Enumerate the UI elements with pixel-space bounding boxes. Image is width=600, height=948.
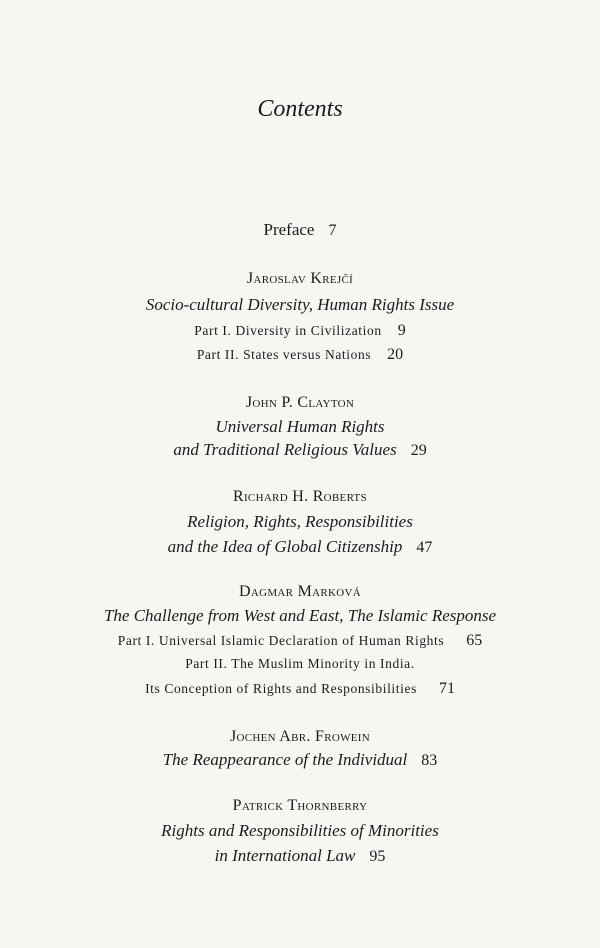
part-entry xyxy=(0,656,600,672)
author-name: Jaroslav Krejčí xyxy=(246,270,354,287)
essay-title xyxy=(0,821,600,841)
part-title: Part II. States versus Nations xyxy=(196,347,372,362)
essay-title-text: and Traditional Religious Values xyxy=(173,440,397,459)
page-number: 29 xyxy=(410,442,427,459)
part-title: Part II. The Muslim Minority in India. xyxy=(185,656,415,671)
essay-title xyxy=(0,606,600,626)
essay-title xyxy=(0,537,600,557)
page-number: 83 xyxy=(421,752,438,769)
page-number: 71 xyxy=(438,680,455,697)
essay-title xyxy=(0,846,600,866)
author-name: Patrick Thornberry xyxy=(232,797,368,814)
essay-title xyxy=(0,295,600,315)
part-title: Part I. Diversity in Civilization xyxy=(194,323,382,338)
page-number: 20 xyxy=(387,346,404,363)
essay-title xyxy=(0,440,600,460)
page-number: 9 xyxy=(397,322,406,339)
part-entry xyxy=(0,322,600,340)
page-number: 95 xyxy=(369,848,386,865)
preface-entry xyxy=(0,220,600,240)
author-name: Dagmar Marková xyxy=(239,583,361,600)
essay-title-text: The Reappearance of the Individual xyxy=(162,750,408,769)
essay-title xyxy=(0,417,600,437)
author-name: Richard H. Roberts xyxy=(233,488,367,505)
preface-page-number: 7 xyxy=(328,222,337,239)
page-title: Contents xyxy=(257,96,343,122)
author-name: John P. Clayton xyxy=(245,394,355,411)
preface-label: Preface xyxy=(263,220,315,239)
part-entry xyxy=(0,680,600,698)
part-entry xyxy=(0,346,600,364)
essay-title-text: in International Law xyxy=(214,846,356,865)
essay-title xyxy=(0,512,600,532)
essay-title-text: Religion, Rights, Responsibilities xyxy=(187,512,413,531)
essay-title-text: Rights and Responsibilities of Minorities xyxy=(161,821,439,840)
part-title: Part I. Universal Islamic Declaration of Human Rights xyxy=(117,633,445,648)
essay-title-text: and the Idea of Global Citizenship xyxy=(167,537,403,556)
essay-title-text: Universal Human Rights xyxy=(215,417,385,436)
essay-title xyxy=(0,750,600,770)
part-entry xyxy=(0,632,600,650)
page-number: 65 xyxy=(466,632,483,649)
author-name: Jochen Abr. Frowein xyxy=(229,728,371,745)
part-title: Its Conception of Rights and Responsibilities xyxy=(145,681,417,696)
page-number: 47 xyxy=(416,539,433,556)
essay-title-text: The Challenge from West and East, The Islamic Response xyxy=(103,606,497,625)
essay-title-text: Socio-cultural Diversity, Human Rights Issue xyxy=(145,295,455,314)
